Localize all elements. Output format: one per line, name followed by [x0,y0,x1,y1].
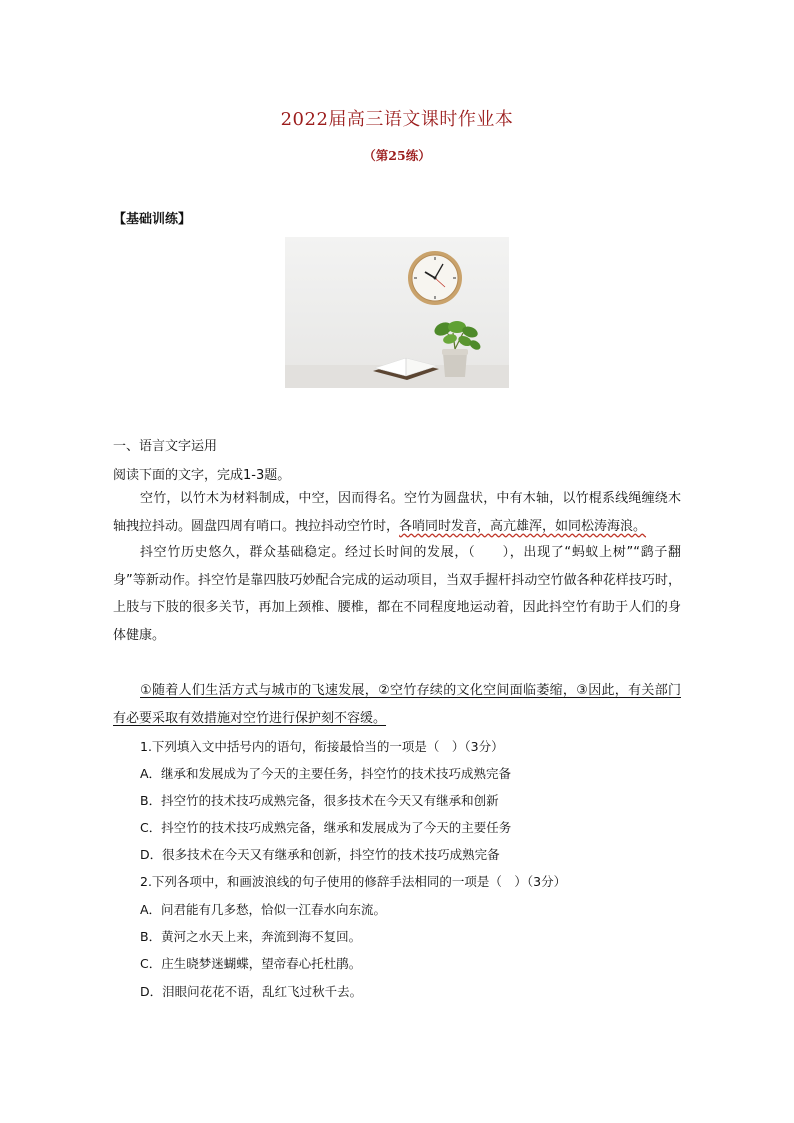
question-1-option-a: A．继承和发展成为了今天的主要任务，抖空竹的技术技巧成熟完备 [140,766,512,781]
passage-paragraph-2: 抖空竹历史悠久，群众基础稳定。经过长时间的发展，（ ），出现了“蚂蚁上树”“鹞子翻身”等新动作。抖空竹是靠四肢巧妙配合完成的运动项目，当双手握杆抖动空竹做各种花样技巧时，上肢与下肢的很多关节，再加上颈椎、腰椎，都在不同程度地运动着，因此抖空竹有助于人们的身体健康。 [113,545,681,643]
question-2-option-c: C．庄生晓梦迷蝴蝶，望帝春心托杜鹃。 [140,956,362,971]
illustration-photo [285,237,509,388]
exercise-number: （第25练） [363,148,431,163]
section-tag: 【基础训练】 [113,212,192,227]
paragraph-1-text: 空竹，以竹木为材料制成，中空，因而得名。空竹为圆盘状，中有木轴，以竹棍系线绳缠绕木轴拽拉抖动。圆盘四周有哨口。拽拉抖动空竹时， [113,491,681,534]
question-1-option-c: C．抖空竹的技术技巧成熟完备，继承和发展成为了今天的主要任务 [140,820,512,835]
reading-instruction: 阅读下面的文字，完成1-3题。 [113,468,291,483]
question-2-option-d: D．泪眼问花花不语，乱红飞过秋千去。 [140,984,363,999]
question-2-stem: 2.下列各项中，和画波浪线的句子使用的修辞手法相同的一项是（ ）（3分） [140,874,567,889]
question-1-stem: 1.下列填入文中括号内的语句，衔接最恰当的一项是（ ）（3分） [140,739,504,754]
passage-paragraph-1 [113,485,681,540]
document-title: 2022届高三语文课时作业本 [280,109,514,130]
part-one-heading: 一、语言文字运用 [113,439,218,454]
underlined-sentence: ①随着人们生活方式与城市的飞速发展，②空竹存续的文化空间面临萎缩，③因此，有关部门有必要采取有效措施对空竹进行保护刻不容缓。 [113,683,681,726]
question-2-option-b: B．黄河之水天上来，奔流到海不复回。 [140,929,362,944]
wavy-underlined-sentence: 各哨同时发音，高亢雄浑，如同松涛海浪。 [399,518,647,534]
illustration-svg [285,237,509,388]
question-1-option-b: B．抖空竹的技术技巧成熟完备，很多技术在今天又有继承和创新 [140,793,499,808]
question-2-option-a: A．问君能有几多愁，恰似一江春水向东流。 [140,902,387,917]
wall-clock-icon [408,251,462,305]
passage-paragraph-3 [113,677,681,732]
question-1-option-d: D．很多技术在今天又有继承和创新，抖空竹的技术技巧成熟完备 [140,847,500,862]
